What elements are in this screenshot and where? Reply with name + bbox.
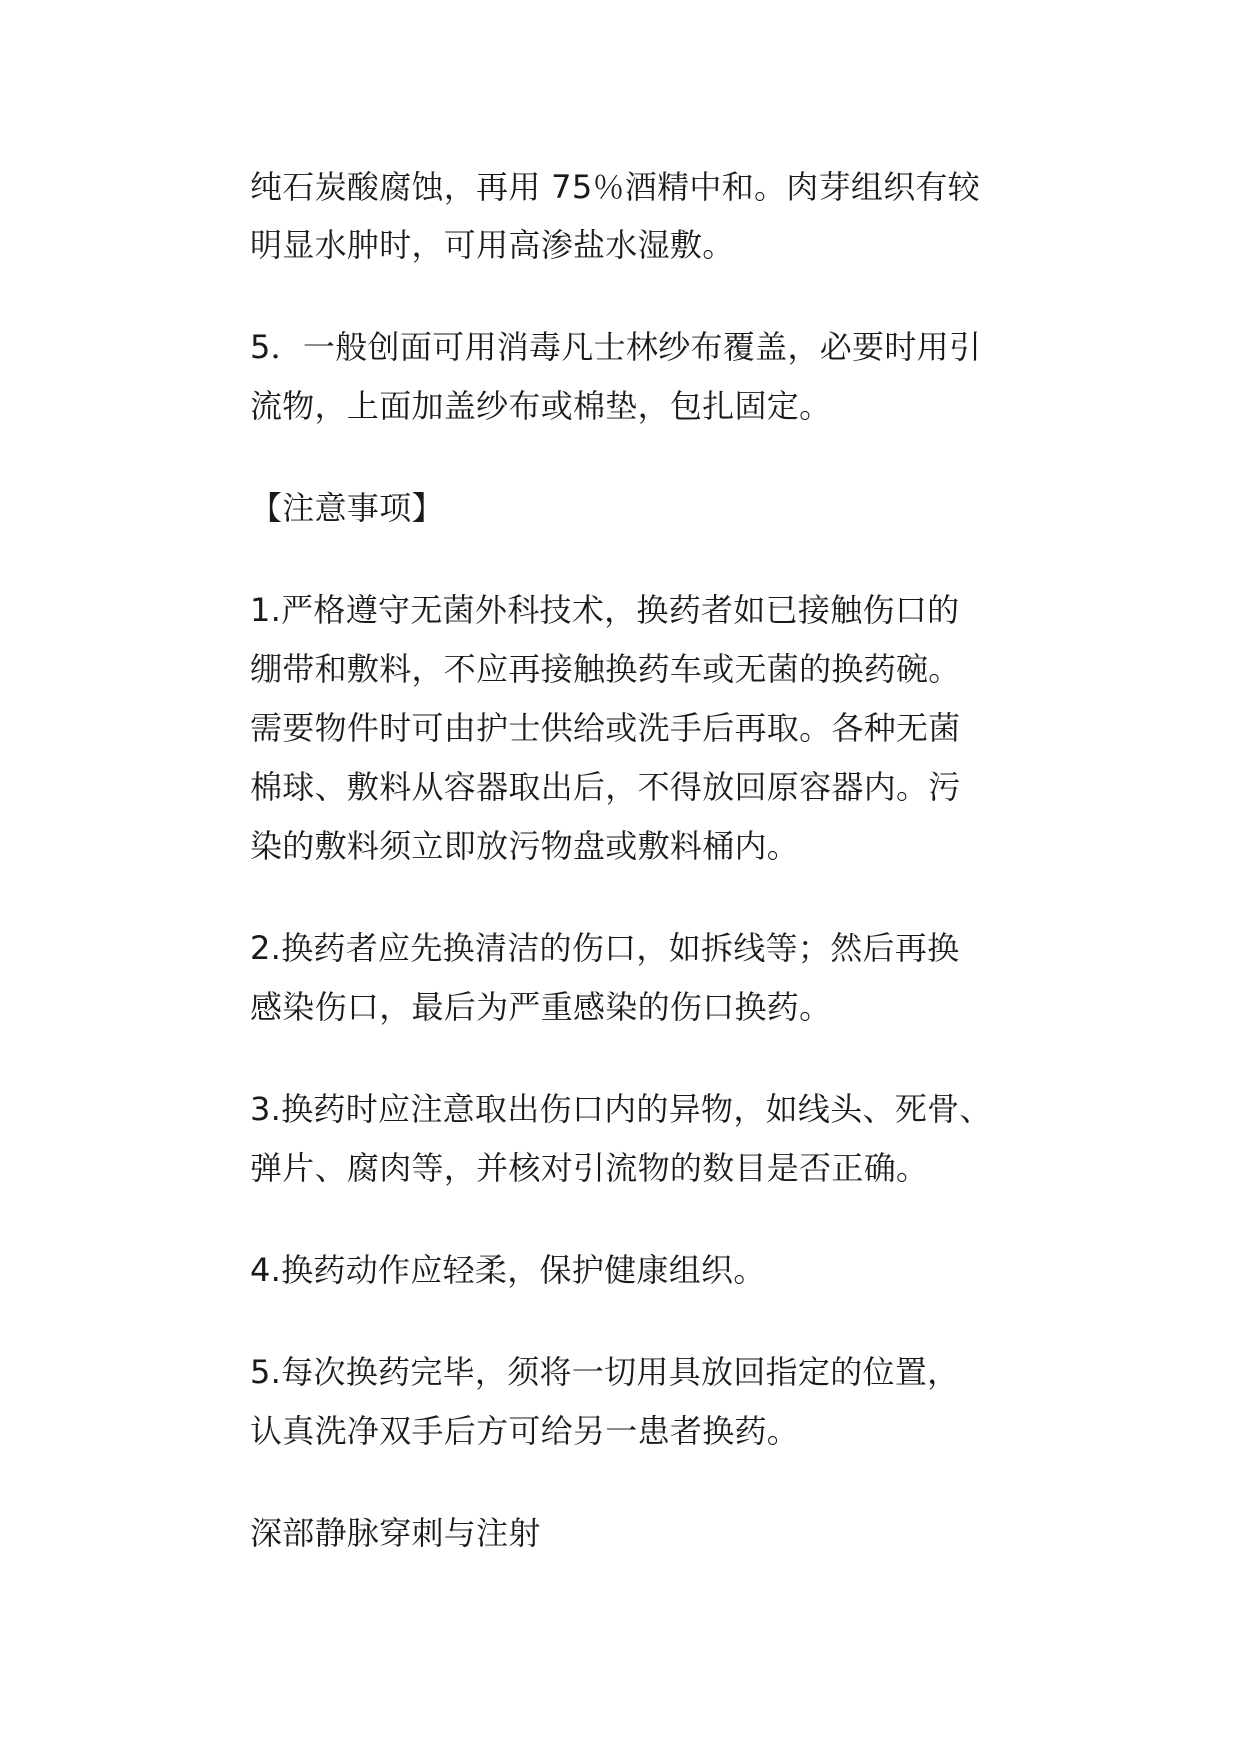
text-line: 弹片、腐肉等，并核对引流物的数目是否正确。 <box>250 1149 929 1187</box>
text-line: 需要物件时可由护士供给或洗手后再取。各种无菌 <box>250 709 961 747</box>
text-line: 棉球、敷料从容器取出后，不得放回原容器内。污 <box>250 768 961 806</box>
text-line: 绷带和敷料，不应再接触换药车或无菌的换药碗。 <box>250 650 961 688</box>
text-line: 流物，上面加盖纱布或棉垫，包扎固定。 <box>250 387 832 425</box>
text-line: 认真洗净双手后方可给另一患者换药。 <box>250 1412 800 1450</box>
text-line: 1.严格遵守无菌外科技术，换药者如已接触伤口的 <box>250 591 960 629</box>
section-heading: 【注意事项】 <box>250 489 444 527</box>
text-line: 纯石炭酸腐蚀，再用 75％酒精中和。肉芽组织有较 <box>250 168 981 206</box>
text-line: 5.每次换药完毕，须将一切用具放回指定的位置， <box>250 1353 960 1391</box>
text-line: 染的敷料须立即放污物盘或敷料桶内。 <box>250 827 800 865</box>
text-line: 感染伤口，最后为严重感染的伤口换药。 <box>250 988 832 1026</box>
text-line: 3.换药时应注意取出伤口内的异物，如线头、死骨、 <box>250 1090 992 1128</box>
section-title: 深部静脉穿刺与注射 <box>250 1514 541 1552</box>
text-line: 2.换药者应先换清洁的伤口，如拆线等；然后再换 <box>250 929 960 967</box>
text-line: 4.换药动作应轻柔，保护健康组织。 <box>250 1251 766 1289</box>
text-line: 5．一般创面可用消毒凡士林纱布覆盖，必要时用引 <box>250 328 982 366</box>
text-line: 明显水肿时，可用高渗盐水湿敷。 <box>250 226 735 264</box>
